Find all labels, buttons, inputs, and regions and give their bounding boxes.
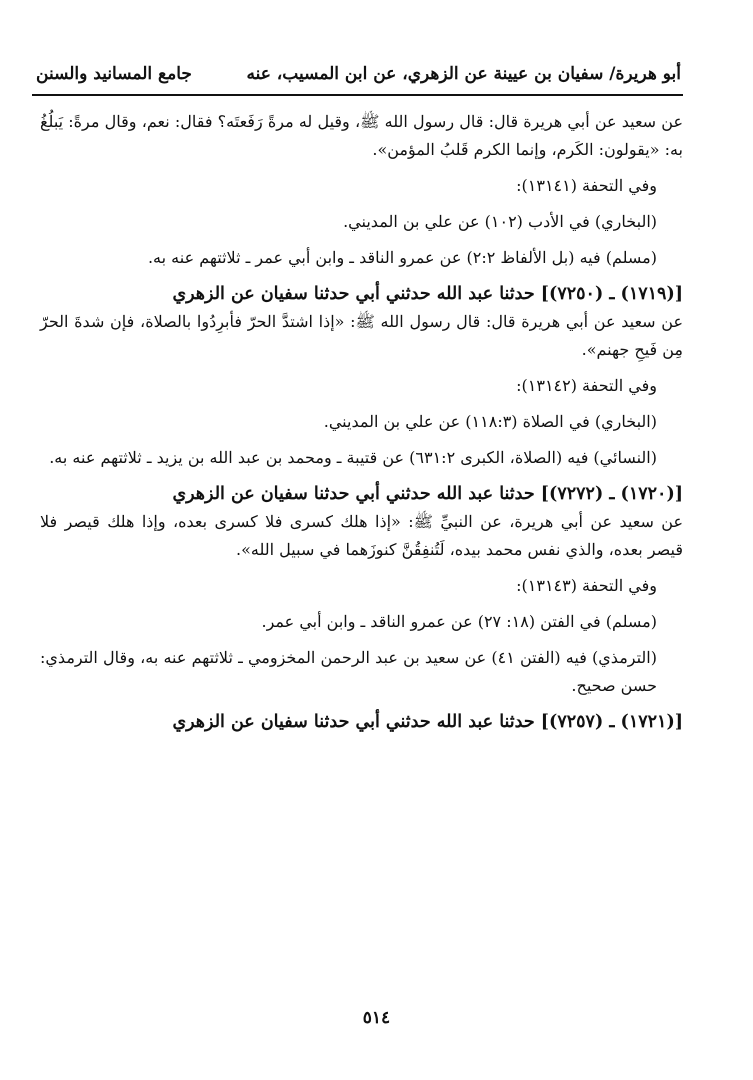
page-number: ٥١٤ <box>362 1008 391 1028</box>
takhrij-note: (النسائي) فيه (الصلاة، الكبرى ٦٣١:٢) عن قتيبة ـ ومحمد بن عبد الله بن يزيد ـ ثلاثتهم عنه به. <box>49 448 657 467</box>
hadith-entry <box>40 280 683 364</box>
hadith-heading: [(١٧٢٠) ـ (٧٢٧٢)] حدثنا عبد الله حدثني أبي حدثنا سفيان عن الزهري <box>172 484 683 504</box>
hadith-heading: [(١٧١٩) ـ (٧٢٥٠)] حدثنا عبد الله حدثني أبي حدثنا سفيان عن الزهري <box>172 284 683 304</box>
takhrij-note: (مسلم) في الفتن (١٨: ٢٧) عن عمرو الناقد ـ وابن أبي عمر. <box>261 612 657 631</box>
page-body <box>40 108 683 744</box>
hadith-text: عن سعيد عن أبي هريرة، عن النبيِّ ﷺ: «إذا هلك كسرى فلا كسرى بعده، وإذا هلك قيصر فلا قيصر بعده، والذي نفس محمد بيده، لَتُنفِقُنَّ كنوزَهما في سبيل الله». <box>40 512 683 559</box>
hadith-text: عن سعيد عن أبي هريرة قال: قال رسول الله ﷺ: «إذا اشتدَّ الحرّ فأبرِدُوا بالصلاة، فإن شدةَ الحرّ مِن فَيحِ جهنم». <box>40 312 683 359</box>
takhrij-note: (مسلم) فيه (بل الألفاظ ٢:٢) عن عمرو الناقد ـ وابن أبي عمر ـ ثلاثتهم عنه به. <box>147 248 657 267</box>
header-divider <box>32 94 683 96</box>
hadith-entry <box>40 708 683 736</box>
text-paragraph: عن سعيد عن أبي هريرة قال: قال رسول الله ﷺ، وقيل له مرةً رَفَعتَه؟ فقال: نعم، وقال مرةً: يَبلُغُ به: «يقولون: الكَرم، وإنما الكرم قَلبُ المؤمن». <box>40 112 683 159</box>
takhrij-note: وفي التحفة (١٣١٤٢): <box>516 376 657 395</box>
running-header <box>36 56 681 92</box>
takhrij-note: (البخاري) في الأدب (١٠٢) عن علي بن المديني. <box>343 212 657 231</box>
takhrij-note: وفي التحفة (١٣١٤٣): <box>516 576 657 595</box>
takhrij-note: (البخاري) في الصلاة (١١٨:٣) عن علي بن المديني. <box>323 412 657 431</box>
hadith-heading: [(١٧٢١) ـ (٧٢٥٧)] حدثنا عبد الله حدثني أبي حدثنا سفيان عن الزهري <box>172 712 683 732</box>
header-book-title: جامع المسانيد والسنن <box>36 64 192 84</box>
takhrij-note: وفي التحفة (١٣١٤١): <box>516 176 657 195</box>
header-chapter-title: أبو هريرة/ سفيان بن عيينة عن الزهري، عن ابن المسيب، عنه <box>246 64 681 84</box>
hadith-entry <box>40 480 683 564</box>
takhrij-note: (الترمذي) فيه (الفتن ٤١) عن سعيد بن عبد الرحمن المخزومي ـ ثلاثتهم عنه به، وقال الترمذي: حسن صحيح. <box>40 648 657 695</box>
